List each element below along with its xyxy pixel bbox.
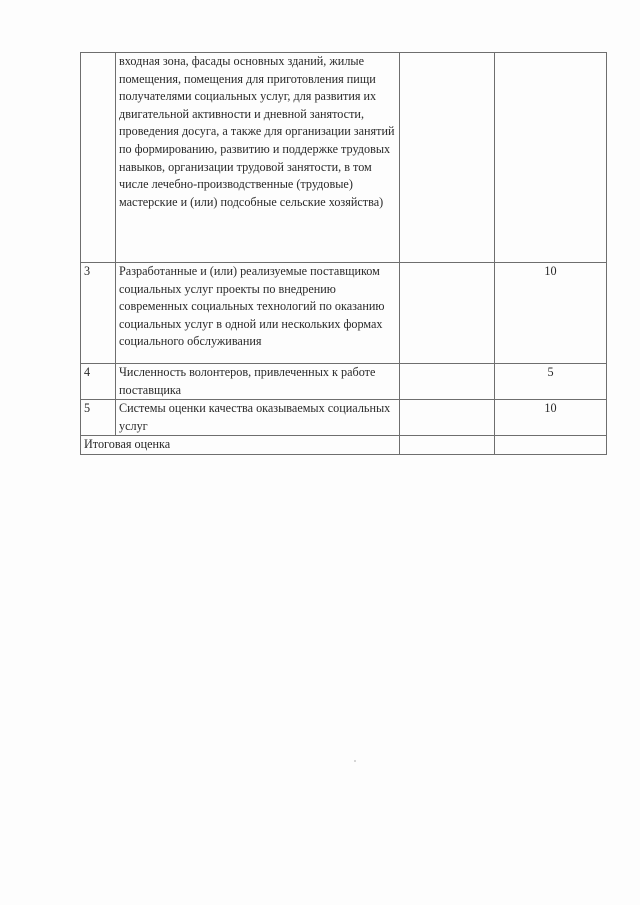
criterion-text-cell: Разработанные и (или) реализуемые поставщиком социальных услуг проекты по внедрению современных социальных технологий по оказанию социальных услуг в одной или нескольких формах социального обслуживания xyxy=(116,263,400,364)
max-score-cell: 10 xyxy=(495,400,607,436)
blank-cell xyxy=(400,263,495,364)
evaluation-criteria-table xyxy=(80,52,607,455)
table-row xyxy=(81,53,607,263)
row-number-cell: 4 xyxy=(81,364,116,400)
max-score-cell xyxy=(495,53,607,263)
max-score-cell: 5 xyxy=(495,364,607,400)
criterion-text-cell: входная зона, фасады основных зданий, жилые помещения, помещения для приготовления пищи получателями социальных услуг, для развития их двигательной активности и дневной занятости, проведения досуга, а также для организации занятий по формированию, развитию и поддержке трудовых навыков, организации трудовой занятости, в том числе лечебно-производственные (трудовые) мастерские и (или) подсобные сельские хозяйства) xyxy=(116,53,400,263)
blank-cell xyxy=(400,400,495,436)
total-row xyxy=(81,436,607,455)
criterion-text-cell: Системы оценки качества оказываемых социальных услуг xyxy=(116,400,400,436)
table-row xyxy=(81,364,607,400)
row-number-cell: 3 xyxy=(81,263,116,364)
criterion-text-cell: Численность волонтеров, привлеченных к работе поставщика xyxy=(116,364,400,400)
total-label-cell: Итоговая оценка xyxy=(81,436,400,455)
max-score-cell: 10 xyxy=(495,263,607,364)
row-number-cell xyxy=(81,53,116,263)
table-row xyxy=(81,400,607,436)
blank-cell xyxy=(400,436,495,455)
table-row xyxy=(81,263,607,364)
row-number-cell: 5 xyxy=(81,400,116,436)
scan-speck xyxy=(354,760,356,762)
total-score-cell xyxy=(495,436,607,455)
blank-cell xyxy=(400,53,495,263)
blank-cell xyxy=(400,364,495,400)
